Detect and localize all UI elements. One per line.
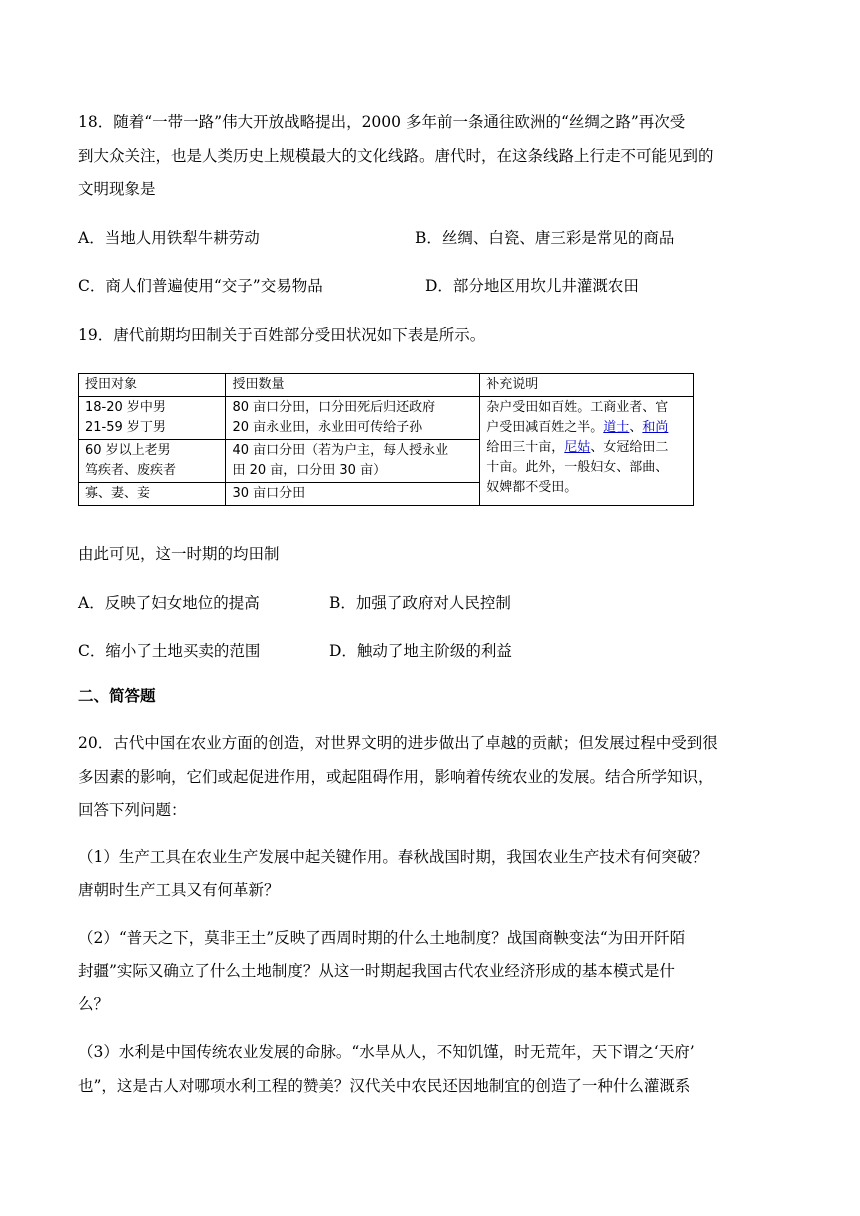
table-row <box>79 397 694 440</box>
q19-option-a: A．反映了妇女地位的提高 <box>78 594 260 612</box>
q20-part1-line-2: 唐朝时生产工具又有何革新？ <box>78 881 280 899</box>
link-nigu[interactable]: 尼姑 <box>564 440 591 455</box>
row2-amount-line-1: 40 亩口分田（若为户主，每人授永业 <box>232 443 449 458</box>
q20-part2-line-1: （2）“普天之下，莫非王土”反映了西周时期的什么土地制度？战国商鞅变法“为田开阡陌 <box>78 929 686 947</box>
q20-part2-line-3: 么？ <box>78 995 110 1013</box>
header-amount: 授田数量 <box>226 374 480 397</box>
q20-part3-line-2: 也”，这是古人对哪项水利工程的赞美？汉代关中农民还因地制宜的创造了一种什么灌溉系 <box>78 1077 691 1095</box>
q18-option-a: A．当地人用铁犁牛耕劳动 <box>78 229 260 247</box>
link-heshang[interactable]: 和尚 <box>642 420 669 435</box>
q18-stem-line-3: 文明现象是 <box>78 180 156 198</box>
q18-stem-line-1: 18．随着“一带一路”伟大开放战略提出，2000 多年前一条通往欧洲的“丝绸之路”再次受 <box>78 113 686 131</box>
q20-part2-line-2: 封疆”实际又确立了什么土地制度？从这一时期起我国古代农业经济形成的基本模式是什 <box>78 962 675 980</box>
q18-option-b: B．丝绸、白瓷、唐三彩是常见的商品 <box>415 229 675 247</box>
header-target: 授田对象 <box>79 374 226 397</box>
row2-target <box>79 440 226 483</box>
row2-amount <box>226 440 480 483</box>
note-line-3 <box>486 438 687 458</box>
note-line-3-text: 给田三十亩， <box>486 440 565 455</box>
q18-stem-line-2: 到大众关注，也是人类历史上规模最大的文化线路。唐代时，在这条线路上行走不可能见到的 <box>78 147 714 165</box>
row1-target-line-1: 18-20 岁中男 <box>85 400 166 415</box>
row1-amount <box>226 397 480 440</box>
note-line-5: 奴婢都不受田。 <box>486 480 578 495</box>
q19-stem: 19．唐代前期均田制关于百姓部分受田状况如下表是所示。 <box>78 326 486 344</box>
q19-option-c: C．缩小了土地买卖的范围 <box>78 642 261 660</box>
q20-part3-line-1: （3）水利是中国传统农业发展的命脉。“水旱从人，不知饥馑，时无荒年，天下谓之‘天府’ <box>78 1043 695 1061</box>
note-line-1: 杂户受田如百姓。工商业者、官 <box>486 400 669 415</box>
land-grant-table <box>78 373 694 506</box>
table-header-row <box>79 374 694 397</box>
note-line-4: 十亩。此外，一般妇女、部曲、 <box>486 460 669 475</box>
row3-amount: 30 亩口分田 <box>226 483 480 506</box>
section-title: 二、简答题 <box>78 686 156 705</box>
q18-option-c: C．商人们普遍使用“交子”交易物品 <box>78 277 323 295</box>
q19-option-b: B．加强了政府对人民控制 <box>329 594 511 612</box>
note-cell <box>480 397 694 506</box>
note-separator: 、 <box>629 420 643 435</box>
row2-target-line-1: 60 岁以上老男 <box>85 443 171 458</box>
header-note: 补充说明 <box>480 374 694 397</box>
row1-target <box>79 397 226 440</box>
q20-stem-line-2: 多因素的影响，它们或起促进作用，或起阻碍作用，影响着传统农业的发展。结合所学知识， <box>78 768 714 786</box>
row1-amount-line-2: 20 亩永业田，永业田可传给子孙 <box>232 420 423 435</box>
row3-target: 寡、妻、妾 <box>79 483 226 506</box>
q20-part1-line-1: （1）生产工具在农业生产发展中起关键作用。春秋战国时期，我国农业生产技术有何突破？ <box>78 848 708 866</box>
note-line-3b-text: 、女冠给田二 <box>590 440 669 455</box>
q18-option-d: D．部分地区用坎儿井灌溉农田 <box>425 277 639 295</box>
q20-stem-line-3: 回答下列问题： <box>78 801 187 819</box>
link-daoshi[interactable]: 道士 <box>603 420 630 435</box>
row1-amount-line-1: 80 亩口分田，口分田死后归还政府 <box>232 400 436 415</box>
row1-target-line-2: 21-59 岁丁男 <box>85 420 166 435</box>
q20-stem-line-1: 20．古代中国在农业方面的创造，对世界文明的进步做出了卓越的贡献；但发展过程中受到很 <box>78 734 718 752</box>
row2-amount-line-2: 田 20 亩，口分田 30 亩） <box>232 463 387 478</box>
note-line-2 <box>486 418 687 438</box>
row2-target-line-2: 笃疾者、废疾者 <box>85 463 177 478</box>
note-line-2-text: 户受田减百姓之半。 <box>486 420 604 435</box>
q19-conclusion: 由此可见，这一时期的均田制 <box>78 545 280 563</box>
q19-option-d: D．触动了地主阶级的利益 <box>329 642 512 660</box>
